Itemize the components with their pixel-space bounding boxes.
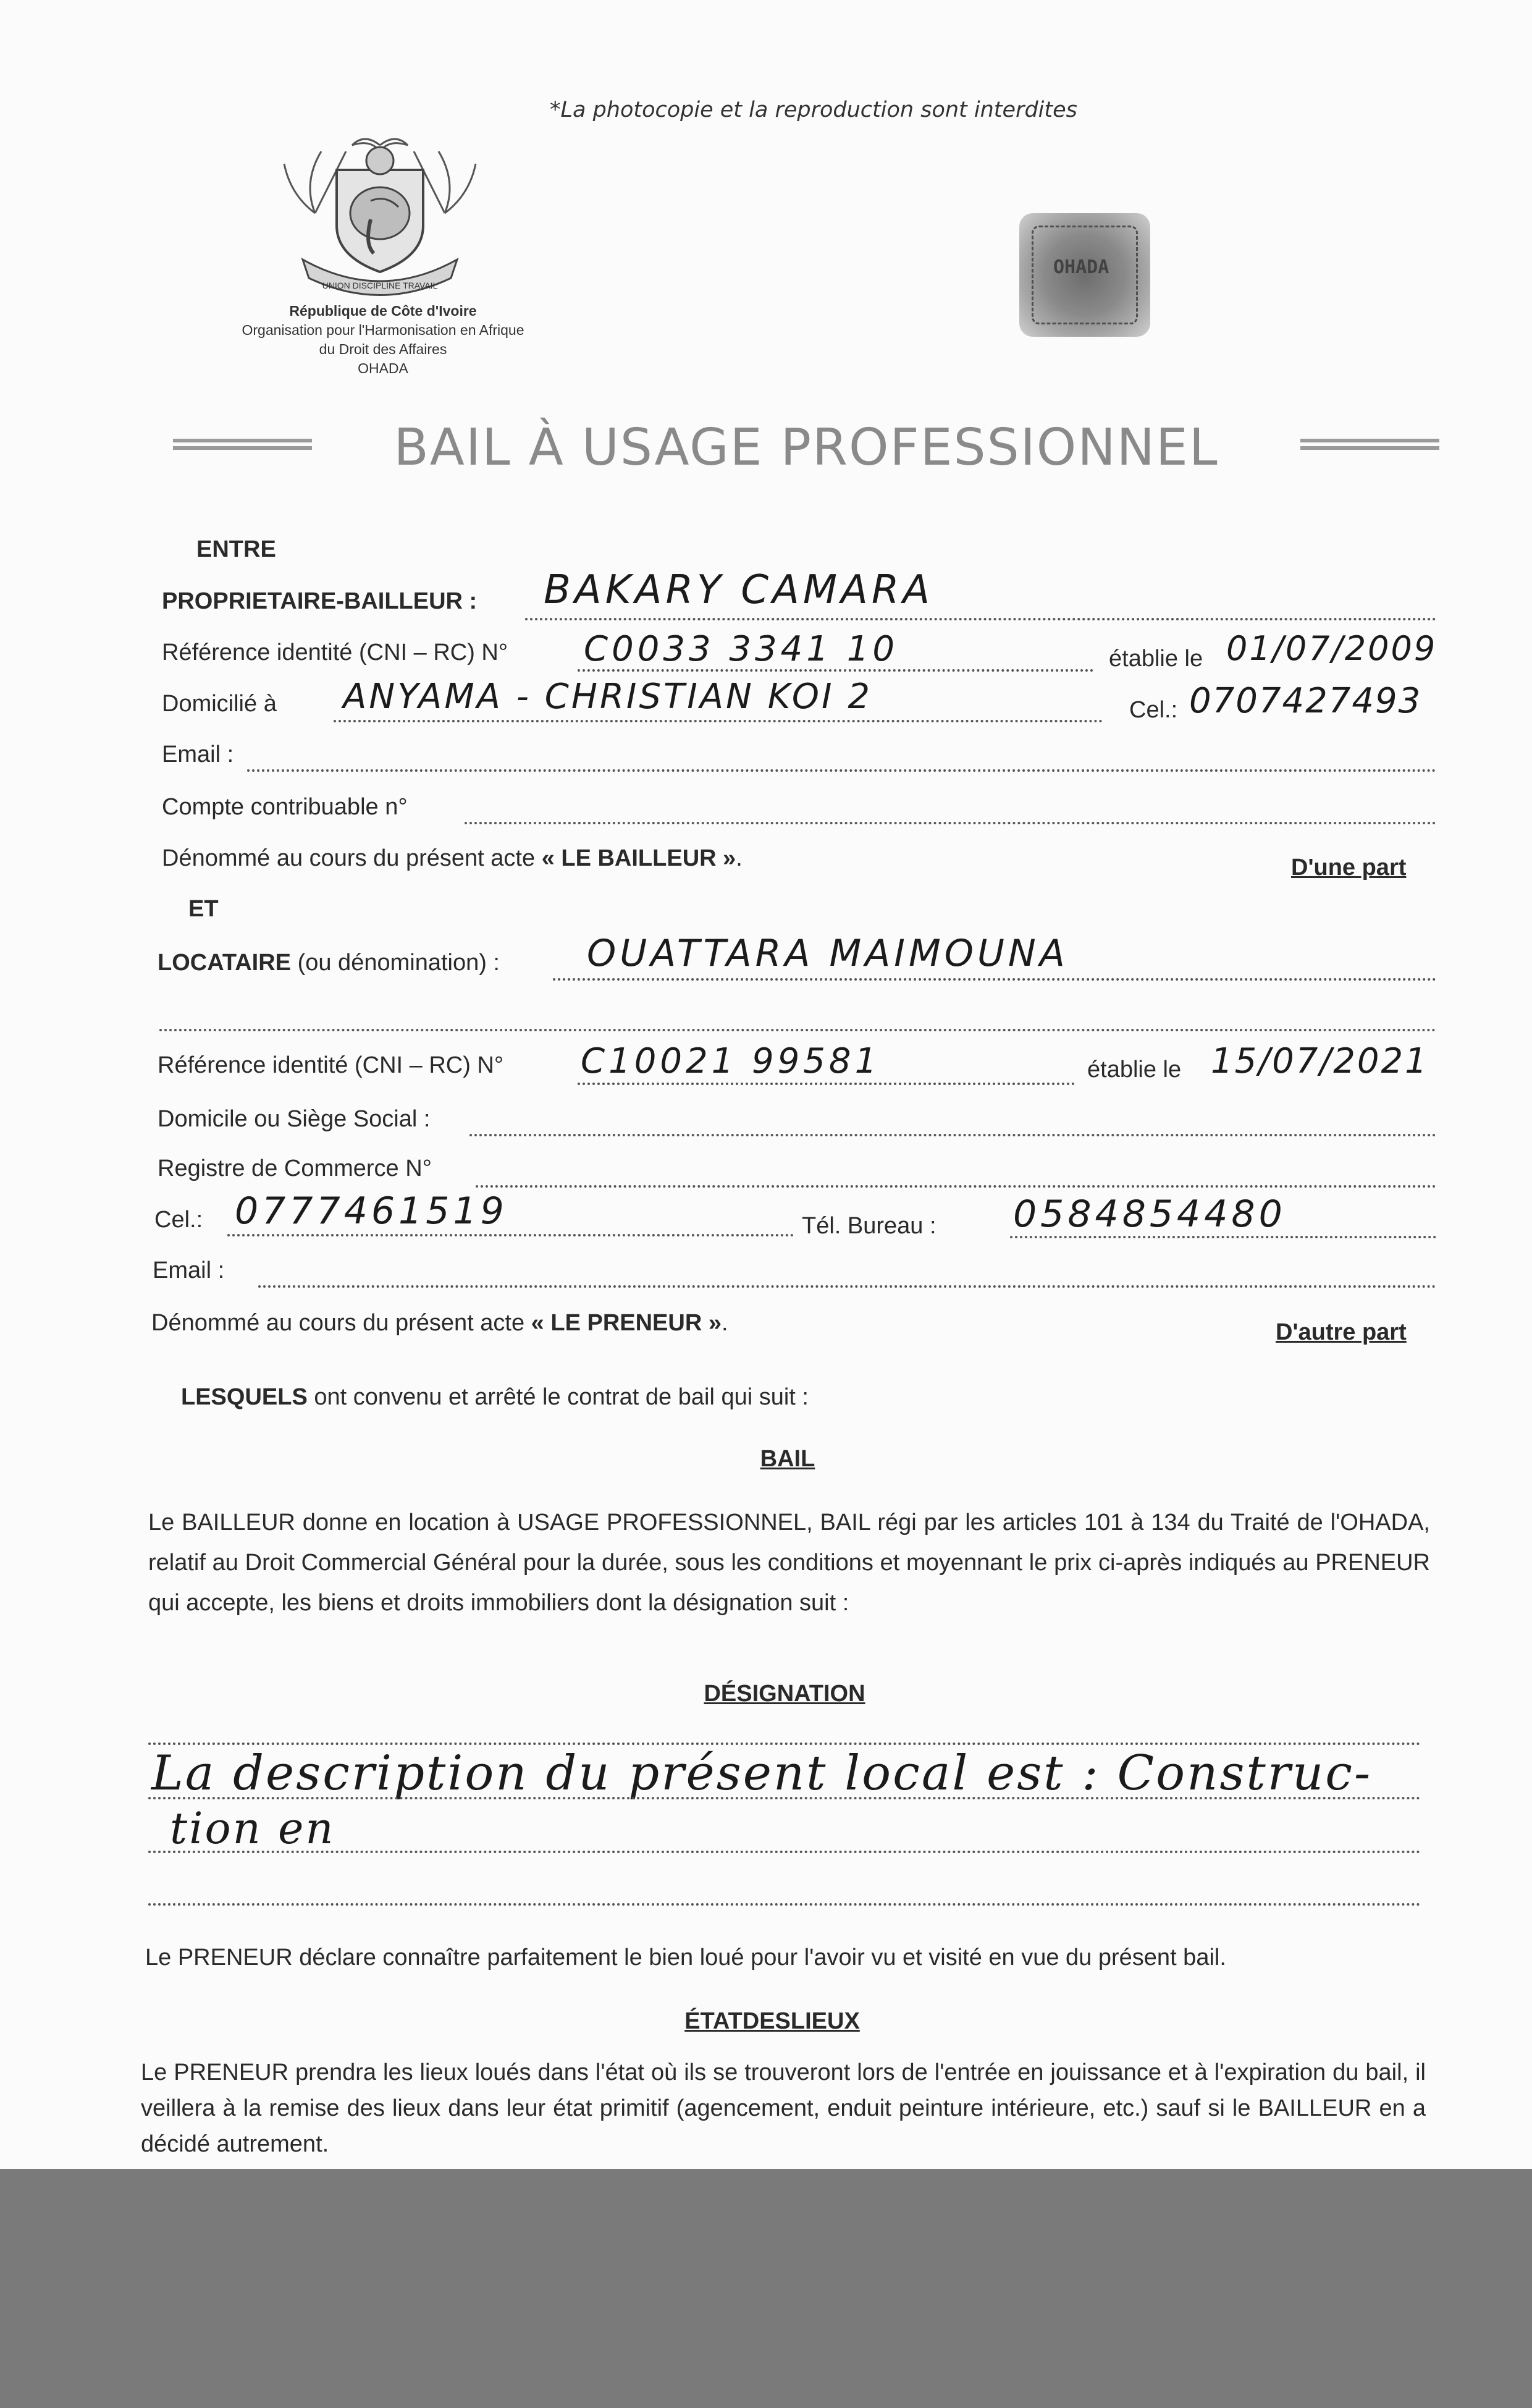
etat-des-lieux-heading: ÉTATDESLIEUX — [684, 2008, 860, 2034]
bailleur-denomme-prefix: Dénommé au cours du présent acte — [162, 845, 536, 871]
authority-line-3: du Droit des Affaires — [319, 341, 447, 357]
dune-part: D'une part — [1291, 855, 1407, 881]
locataire-name-line-2 — [159, 1029, 1436, 1031]
lesquels-bold: LESQUELS — [181, 1384, 308, 1410]
locataire-denomme-name: « LE PRENEUR » — [531, 1310, 722, 1336]
bailleur-domicile-line — [334, 720, 1103, 722]
authority-line-1: République de Côte d'Ivoire — [289, 303, 477, 319]
locataire-cel-label: Cel.: — [154, 1207, 203, 1233]
designation-line-4 — [148, 1903, 1421, 1906]
bailleur-compte-line — [465, 822, 1436, 824]
locataire-tel-label: Tél. Bureau : — [802, 1213, 936, 1239]
designation-line-1 — [148, 1743, 1421, 1745]
designation-handwritten-1: La description du présent local est : Construc- — [151, 1746, 1373, 1801]
issuing-authority — [154, 302, 612, 378]
title-bar — [173, 415, 1439, 483]
lesquels-line — [181, 1384, 809, 1411]
document-title: BAIL À USAGE PROFESSIONNEL — [394, 418, 1219, 477]
locataire-denomme-prefix: Dénommé au cours du présent acte — [151, 1310, 525, 1336]
locataire-email-label: Email : — [153, 1257, 225, 1283]
locataire-etablie-label: établie le — [1087, 1057, 1182, 1083]
bailleur-denomme: Dénommé au cours du présent acte « LE BAILLEUR ». — [162, 845, 743, 871]
bailleur-domicile-value: ANYAMA - CHRISTIAN KOI 2 — [343, 677, 872, 717]
bailleur-cel-value: 0707427493 — [1189, 681, 1422, 721]
et-label: ET — [188, 896, 219, 922]
locataire-cel-value: 0777461519 — [235, 1189, 508, 1233]
locataire-name-line — [553, 978, 1436, 981]
locataire-etablie-value: 15/07/2021 — [1211, 1041, 1429, 1081]
designation-heading: DÉSIGNATION — [704, 1681, 865, 1707]
copy-notice: *La photocopie et la reproduction sont interdites — [550, 98, 1077, 122]
bailleur-domicile-label: Domicilié à — [162, 691, 277, 717]
preneur-declaration: Le PRENEUR déclare connaître parfaitement le bien loué pour l'avoir vu et visité en vue du présent bail. — [145, 1945, 1226, 1971]
locataire-email-line — [258, 1285, 1436, 1288]
etat-des-lieux-paragraph: Le PRENEUR prendra les lieux loués dans l'état où ils se trouveront lors de l'entrée en jouissance et à l'expiration du bail, il veillera à la remise des lieux dans leur état primitif (agencement, enduit peinture intérieure, etc.) sauf si le BAILLEUR en a décidé autrement. — [141, 2059, 1426, 2157]
title-rule-right — [1300, 439, 1439, 457]
stamp-text: OHADA — [1053, 256, 1109, 278]
bailleur-label: PROPRIETAIRE-BAILLEUR : — [162, 588, 478, 614]
bail-paragraph: Le BAILLEUR donne en location à USAGE PROFESSIONNEL, BAIL régi par les articles 101 à 134 du Traité de l'OHADA, relatif au Droit Commercial Général pour la durée, sous les conditions et moyennant le prix ci-après indiqués au PRENEUR qui accepte, les biens et droits immobiliers dont la désignation suit : — [148, 1510, 1430, 1616]
bailleur-ref-value: C0033 3341 10 — [584, 629, 898, 669]
bailleur-cel-label: Cel.: — [1129, 697, 1178, 723]
bailleur-compte-label: Compte contribuable n° — [162, 794, 408, 820]
authority-line-4: OHADA — [358, 360, 408, 376]
bailleur-email-label: Email : — [162, 741, 234, 767]
emblem-banner-text: UNION DISCIPLINE TRAVAIL — [322, 281, 438, 290]
bailleur-etablie-label: établie le — [1109, 646, 1203, 672]
locataire-domicile-label: Domicile ou Siège Social : — [158, 1106, 431, 1132]
locataire-label-suffix: (ou dénomination) : — [297, 950, 500, 976]
locataire-ref-line — [578, 1083, 1075, 1085]
bail-heading: BAIL — [760, 1446, 815, 1472]
bailleur-ref-line — [578, 669, 1093, 672]
bailleur-denomme-name: « LE BAILLEUR » — [541, 845, 736, 871]
bailleur-ref-label: Référence identité (CNI – RC) N° — [162, 640, 508, 665]
locataire-domicile-line — [469, 1134, 1436, 1136]
locataire-label-row — [158, 950, 500, 976]
locataire-label: LOCATAIRE — [158, 950, 292, 976]
locataire-name: OUATTARA MAIMOUNA — [587, 932, 1069, 975]
authority-line-2: Organisation pour l'Harmonisation en Afrique — [242, 322, 524, 338]
designation-handwritten-2: tion en — [170, 1803, 335, 1854]
bailleur-name-line — [525, 618, 1436, 620]
locataire-ref-label: Référence identité (CNI – RC) N° — [158, 1052, 504, 1078]
fiscal-stamp — [1019, 213, 1150, 337]
coat-of-arms-emblem — [278, 127, 482, 303]
locataire-tel-value: 0584854480 — [1013, 1193, 1286, 1236]
dautre-part: D'autre part — [1276, 1319, 1407, 1345]
locataire-tel-line — [1010, 1236, 1436, 1238]
bailleur-name: BAKARY CAMARA — [544, 567, 934, 613]
locataire-cel-line — [227, 1234, 794, 1236]
locataire-denomme: Dénommé au cours du présent acte « LE PRENEUR ». — [151, 1310, 728, 1336]
designation-line-2 — [148, 1797, 1421, 1799]
locataire-ref-value: C10021 99581 — [581, 1041, 881, 1081]
bailleur-etablie-value: 01/07/2009 — [1226, 629, 1437, 668]
entre-label: ENTRE — [196, 536, 276, 562]
locataire-registre-line — [476, 1185, 1436, 1188]
bailleur-email-line — [247, 769, 1436, 772]
locataire-registre-label: Registre de Commerce N° — [158, 1155, 432, 1181]
lesquels-rest: ont convenu et arrêté le contrat de bail qui suit : — [314, 1384, 809, 1410]
designation-line-3 — [148, 1851, 1421, 1853]
